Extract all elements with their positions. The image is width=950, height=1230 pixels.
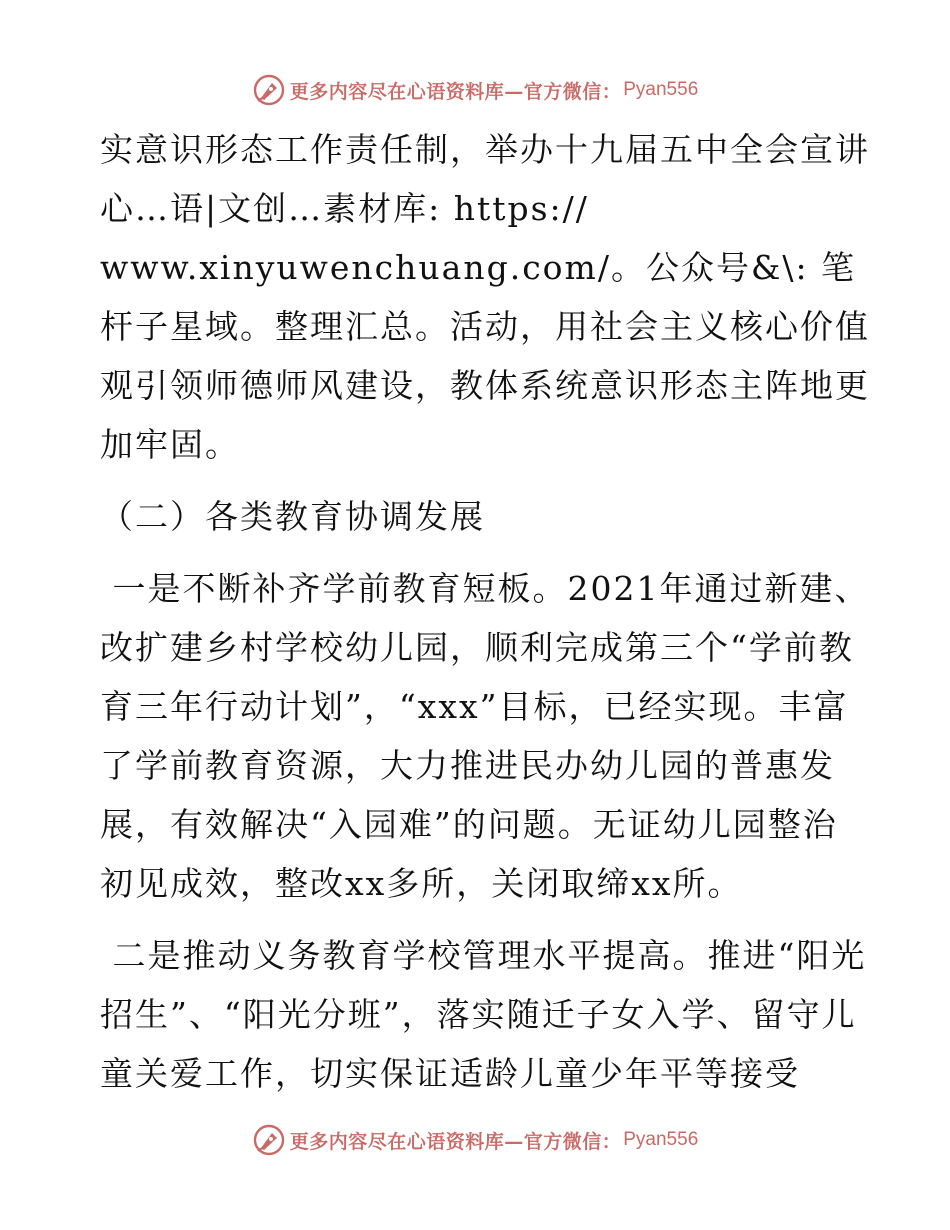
header-watermark [0, 70, 950, 110]
document-body [100, 120, 870, 1103]
pen-nib-logo-icon [252, 1123, 286, 1157]
watermark-wechat-id: Pyan556 [623, 1129, 699, 1150]
pen-nib-logo-icon [252, 73, 286, 107]
watermark-text: 更多内容尽在心语资料库—官方微信： [289, 80, 622, 103]
paragraph-intro: 实意识形态工作责任制，举办十九届五中全会宣讲心…语|文创…素材库: https:// www.xinyuwenchuang.com/。公众号&\: 笔杆子星域。整理汇总。活动，用社会主义核心价值观引领师德师风建设，教体系统意识形态主阵地更加牢固。 [100, 130, 870, 464]
section-heading: （二）各类教育协调发展 [100, 497, 485, 536]
paragraph-preschool: 一是不断补齐学前教育短板。2021年通过新建、改扩建乡村学校幼儿园，顺利完成第三个“学前教育三年行动计划”，“xxx”目标，已经实现。丰富了学前教育资源，大力推进民办幼儿园的普惠发展，有效解决“入园难”的问题。无证幼儿园整治初见成效，整改xx多所，关闭取缔xx所。 [100, 569, 870, 903]
footer-watermark [0, 1120, 950, 1160]
watermark-text: 更多内容尽在心语资料库—官方微信： [289, 1130, 622, 1153]
paragraph-compulsory: 二是推动义务教育学校管理水平提高。推进“阳光招生”、“阳光分班”，落实随迁子女入学、留守儿童关爱工作，切实保证适龄儿童少年平等接受 [100, 936, 867, 1093]
watermark-wechat-id: Pyan556 [623, 79, 699, 100]
